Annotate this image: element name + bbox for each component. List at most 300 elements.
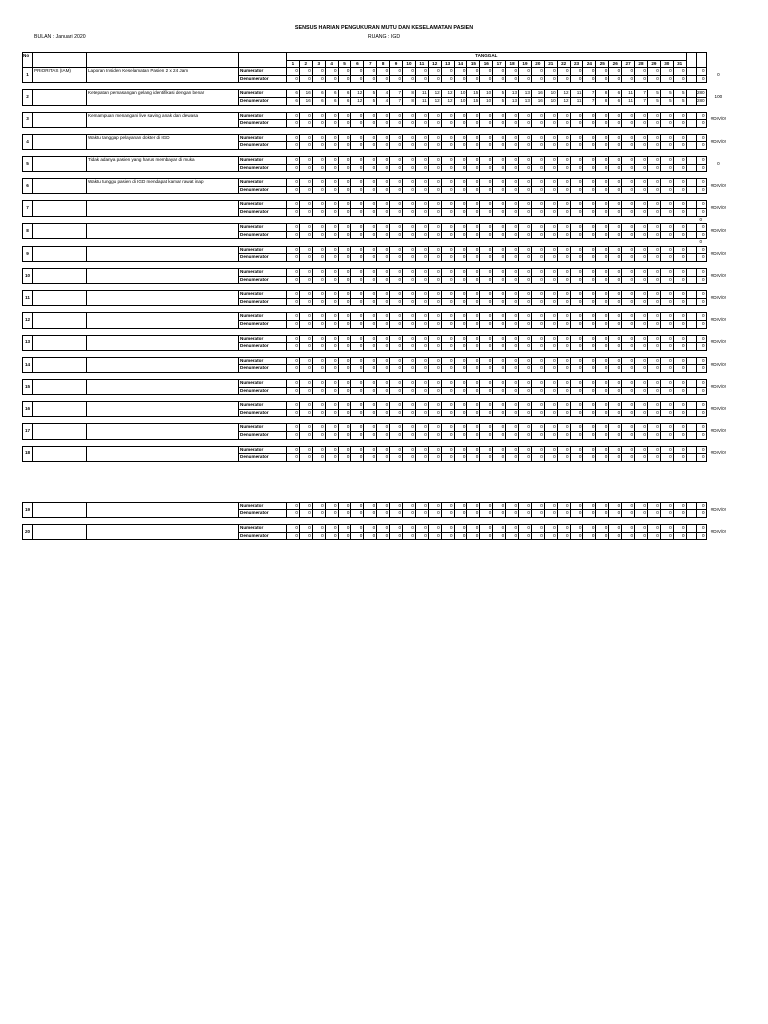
numerator-cell: 0 — [351, 402, 364, 410]
numerator-cell: 0 — [583, 357, 596, 365]
numerator-cell: 0 — [454, 201, 467, 209]
numerator-cell: 12 — [428, 90, 441, 98]
numerator-cell: 0 — [390, 380, 403, 388]
numerator-cell: 0 — [506, 156, 519, 164]
numerator-cell: 0 — [647, 156, 660, 164]
numerator-cell: 0 — [403, 424, 416, 432]
numerator-cell: 0 — [299, 201, 312, 209]
numerator-cell: 0 — [390, 112, 403, 120]
numerator-cell: 0 — [622, 246, 635, 254]
numerator-cell: 0 — [660, 446, 673, 454]
numerator-cell: 7 — [635, 90, 648, 98]
denumerator-cell: 0 — [377, 365, 390, 373]
denumerator-cell: 13 — [519, 97, 532, 105]
numerator-cell: 0 — [441, 291, 454, 299]
denumerator-cell: 0 — [570, 409, 583, 417]
denumerator-cell: 0 — [544, 276, 557, 284]
denumerator-cell: 0 — [544, 365, 557, 373]
denumerator-cell: 0 — [415, 510, 428, 518]
denumerator-cell: 0 — [441, 298, 454, 306]
numerator-cell: 0 — [415, 156, 428, 164]
numerator-cell: 0 — [480, 524, 493, 532]
denumerator-cell: 0 — [635, 387, 648, 395]
numerator-cell: 0 — [428, 179, 441, 187]
numerator-cell: 0 — [467, 112, 480, 120]
numerator-cell: 0 — [364, 224, 377, 232]
numerator-cell: 0 — [544, 402, 557, 410]
denumerator-cell: 0 — [609, 365, 622, 373]
denumerator-cell: 0 — [467, 208, 480, 216]
numerator-cell: 0 — [493, 313, 506, 321]
numerator-cell: 0 — [312, 524, 325, 532]
numerator-cell: 0 — [480, 502, 493, 510]
denumerator-cell: 0 — [390, 75, 403, 83]
denumerator-cell: 0 — [506, 431, 519, 439]
row-category — [33, 134, 87, 149]
numerator-cell: 0 — [557, 313, 570, 321]
numerator-cell: 0 — [403, 446, 416, 454]
denumerator-cell: 0 — [299, 186, 312, 194]
numerator-cell: 0 — [583, 313, 596, 321]
denumerator-cell: 0 — [428, 276, 441, 284]
numerator-cell: 0 — [351, 246, 364, 254]
numerator-cell: 0 — [364, 313, 377, 321]
denumerator-cell: 0 — [660, 532, 673, 540]
numerator-cell: 0 — [660, 335, 673, 343]
denumerator-cell: 0 — [609, 231, 622, 239]
numerator-cell: 0 — [570, 402, 583, 410]
numerator-cell: 0 — [544, 269, 557, 277]
numerator-cell: 0 — [325, 246, 338, 254]
denumerator-cell: 0 — [673, 208, 686, 216]
numerator-cell: 0 — [299, 313, 312, 321]
denumerator-total: 0 — [696, 343, 706, 351]
denumerator-cell: 0 — [493, 454, 506, 462]
numerator-cell: 0 — [596, 291, 609, 299]
numerator-cell: 0 — [480, 156, 493, 164]
numerator-cell: 0 — [377, 357, 390, 365]
numerator-cell: 0 — [531, 246, 544, 254]
numerator-cell: 0 — [351, 156, 364, 164]
numerator-cell: 0 — [454, 446, 467, 454]
numerator-cell: 0 — [506, 201, 519, 209]
denumerator-cell: 0 — [622, 532, 635, 540]
numerator-cell: 0 — [428, 524, 441, 532]
denumerator-label: Denumerator — [239, 510, 287, 518]
numerator-cell: 0 — [519, 335, 532, 343]
numerator-cell: 0 — [351, 201, 364, 209]
numerator-cell: 0 — [390, 201, 403, 209]
numerator-cell: 0 — [635, 112, 648, 120]
row-number: 2 — [23, 90, 33, 105]
numerator-cell: 0 — [325, 112, 338, 120]
numerator-cell: 0 — [441, 246, 454, 254]
denumerator-cell: 0 — [377, 321, 390, 329]
denumerator-cell: 0 — [557, 343, 570, 351]
numerator-cell: 0 — [647, 269, 660, 277]
day-header: 12 — [428, 60, 441, 68]
denumerator-cell: 0 — [403, 120, 416, 128]
denumerator-total: 0 — [696, 276, 706, 284]
numerator-cell: 0 — [519, 68, 532, 76]
row-indicator — [87, 380, 239, 395]
denumerator-cell: 0 — [390, 409, 403, 417]
denumerator-cell: 0 — [622, 409, 635, 417]
numerator-cell: 0 — [325, 313, 338, 321]
numerator-cell: 0 — [377, 224, 390, 232]
denumerator-cell: 0 — [403, 532, 416, 540]
denumerator-cell: 0 — [673, 321, 686, 329]
denumerator-cell: 0 — [287, 454, 300, 462]
numerator-cell: 0 — [570, 524, 583, 532]
denumerator-cell: 0 — [596, 365, 609, 373]
numerator-cell: 0 — [647, 524, 660, 532]
numerator-total: 0 — [696, 502, 706, 510]
numerator-cell: 0 — [403, 402, 416, 410]
numerator-cell: 6 — [338, 90, 351, 98]
denumerator-cell: 0 — [325, 164, 338, 172]
denumerator-cell: 0 — [609, 343, 622, 351]
row-indicator — [87, 291, 239, 306]
denumerator-cell: 0 — [441, 321, 454, 329]
numerator-cell: 0 — [351, 313, 364, 321]
denumerator-cell: 0 — [635, 365, 648, 373]
numerator-cell: 0 — [377, 201, 390, 209]
day-header: 16 — [480, 60, 493, 68]
denumerator-cell: 0 — [647, 387, 660, 395]
numerator-cell: 0 — [609, 335, 622, 343]
numerator-cell: 0 — [480, 134, 493, 142]
numerator-cell: 0 — [635, 446, 648, 454]
denumerator-cell: 0 — [287, 186, 300, 194]
numerator-cell: 0 — [622, 424, 635, 432]
denumerator-cell: 11 — [415, 97, 428, 105]
row-number: 1 — [23, 68, 33, 83]
denumerator-cell: 0 — [351, 164, 364, 172]
denumerator-cell: 0 — [351, 186, 364, 194]
row-number: 20 — [23, 524, 33, 539]
denumerator-cell: 0 — [377, 164, 390, 172]
numerator-cell: 0 — [325, 502, 338, 510]
numerator-cell: 0 — [287, 68, 300, 76]
denumerator-cell: 0 — [454, 387, 467, 395]
denumerator-cell: 0 — [635, 231, 648, 239]
numerator-cell: 0 — [480, 424, 493, 432]
denumerator-cell: 0 — [454, 142, 467, 150]
numerator-cell: 0 — [493, 502, 506, 510]
numerator-cell: 0 — [673, 246, 686, 254]
row-indicator — [87, 269, 239, 284]
numerator-cell: 10 — [544, 90, 557, 98]
denumerator-cell: 0 — [647, 298, 660, 306]
numerator-cell: 0 — [506, 68, 519, 76]
table-row — [23, 134, 731, 142]
numerator-cell: 0 — [377, 291, 390, 299]
row-result: #DIV/0! — [710, 405, 727, 411]
numerator-cell: 0 — [325, 179, 338, 187]
ruang-label: RUANG : IGD — [367, 34, 401, 40]
numerator-cell: 0 — [622, 179, 635, 187]
denumerator-cell: 0 — [287, 208, 300, 216]
numerator-cell: 0 — [647, 201, 660, 209]
numerator-cell: 0 — [609, 134, 622, 142]
numerator-cell: 0 — [377, 502, 390, 510]
denumerator-cell: 0 — [377, 186, 390, 194]
numerator-cell: 5 — [493, 90, 506, 98]
numerator-cell: 0 — [635, 424, 648, 432]
denumerator-cell: 0 — [622, 431, 635, 439]
denumerator-cell: 0 — [557, 454, 570, 462]
denumerator-cell: 10 — [454, 97, 467, 105]
row-result: #DIV/0! — [710, 182, 727, 188]
numerator-cell: 0 — [287, 424, 300, 432]
denumerator-cell: 0 — [557, 142, 570, 150]
denumerator-cell: 0 — [441, 532, 454, 540]
denumerator-cell: 0 — [609, 387, 622, 395]
numerator-cell: 0 — [364, 380, 377, 388]
denumerator-cell: 0 — [415, 164, 428, 172]
numerator-cell: 8 — [403, 90, 416, 98]
sensus-table — [22, 52, 730, 540]
numerator-cell: 0 — [325, 201, 338, 209]
numerator-cell: 0 — [338, 246, 351, 254]
numerator-cell: 0 — [673, 112, 686, 120]
numerator-cell: 0 — [609, 201, 622, 209]
denumerator-cell: 0 — [622, 120, 635, 128]
denumerator-cell: 0 — [519, 431, 532, 439]
numerator-cell: 0 — [299, 112, 312, 120]
denumerator-cell: 0 — [519, 321, 532, 329]
numerator-cell: 0 — [312, 68, 325, 76]
numerator-cell: 0 — [467, 201, 480, 209]
denumerator-cell: 0 — [441, 431, 454, 439]
numerator-cell: 0 — [557, 357, 570, 365]
numerator-cell: 0 — [647, 424, 660, 432]
denumerator-cell: 0 — [647, 164, 660, 172]
numerator-cell: 0 — [390, 269, 403, 277]
numerator-cell: 0 — [480, 446, 493, 454]
numerator-cell: 0 — [570, 424, 583, 432]
denumerator-cell: 0 — [441, 343, 454, 351]
denumerator-cell: 0 — [531, 120, 544, 128]
denumerator-cell: 0 — [415, 387, 428, 395]
denumerator-cell: 7 — [390, 97, 403, 105]
denumerator-cell: 0 — [660, 431, 673, 439]
numerator-cell: 0 — [531, 446, 544, 454]
denumerator-cell: 0 — [299, 231, 312, 239]
denumerator-cell: 0 — [519, 365, 532, 373]
numerator-cell: 0 — [583, 134, 596, 142]
total-blank — [686, 313, 696, 321]
numerator-cell: 0 — [415, 402, 428, 410]
denumerator-cell: 0 — [325, 321, 338, 329]
row-result: #DIV/0! — [710, 227, 727, 233]
denumerator-cell: 0 — [660, 298, 673, 306]
row-category — [33, 90, 87, 105]
total-blank — [686, 510, 696, 518]
numerator-cell: 0 — [441, 502, 454, 510]
numerator-cell: 10 — [454, 90, 467, 98]
denumerator-cell: 0 — [299, 454, 312, 462]
numerator-cell: 0 — [635, 246, 648, 254]
numerator-total: 0 — [696, 357, 706, 365]
denumerator-cell: 0 — [480, 142, 493, 150]
numerator-cell: 0 — [609, 179, 622, 187]
numerator-cell: 0 — [338, 502, 351, 510]
denumerator-label: Denumerator — [239, 186, 287, 194]
denumerator-cell: 0 — [673, 142, 686, 150]
numerator-total: 0 — [696, 269, 706, 277]
numerator-cell: 0 — [377, 446, 390, 454]
numerator-cell: 0 — [519, 179, 532, 187]
denumerator-cell: 0 — [351, 298, 364, 306]
denumerator-cell: 0 — [351, 75, 364, 83]
row-result: #DIV/0! — [710, 205, 727, 211]
numerator-cell: 0 — [544, 335, 557, 343]
denumerator-cell: 0 — [467, 387, 480, 395]
numerator-cell: 0 — [531, 269, 544, 277]
denumerator-cell: 0 — [596, 75, 609, 83]
denumerator-cell: 0 — [506, 409, 519, 417]
numerator-cell: 0 — [287, 446, 300, 454]
denumerator-cell: 0 — [377, 75, 390, 83]
numerator-cell: 0 — [377, 112, 390, 120]
numerator-cell: 0 — [622, 201, 635, 209]
denumerator-cell: 0 — [596, 120, 609, 128]
table-row — [23, 269, 731, 277]
denumerator-cell: 0 — [415, 75, 428, 83]
numerator-cell: 0 — [519, 424, 532, 432]
denumerator-cell: 7 — [635, 97, 648, 105]
table-row — [23, 524, 731, 532]
denumerator-cell: 0 — [493, 276, 506, 284]
numerator-cell: 0 — [454, 402, 467, 410]
numerator-cell: 0 — [570, 134, 583, 142]
denumerator-cell: 0 — [531, 510, 544, 518]
numerator-total: 0 — [696, 134, 706, 142]
day-header: 10 — [403, 60, 416, 68]
numerator-cell: 0 — [377, 335, 390, 343]
denumerator-cell: 0 — [557, 365, 570, 373]
denumerator-cell: 0 — [493, 532, 506, 540]
denumerator-cell: 0 — [325, 208, 338, 216]
day-header: 9 — [390, 60, 403, 68]
numerator-cell: 0 — [506, 112, 519, 120]
denumerator-cell: 0 — [519, 454, 532, 462]
numerator-cell: 0 — [338, 179, 351, 187]
numerator-cell: 0 — [673, 446, 686, 454]
numerator-cell: 0 — [441, 112, 454, 120]
numerator-cell: 0 — [403, 291, 416, 299]
total-blank — [686, 380, 696, 388]
numerator-cell: 0 — [557, 402, 570, 410]
denumerator-cell: 0 — [338, 75, 351, 83]
denumerator-cell: 0 — [454, 510, 467, 518]
denumerator-cell: 0 — [480, 208, 493, 216]
day-header: 24 — [583, 60, 596, 68]
numerator-cell: 0 — [544, 224, 557, 232]
numerator-cell: 0 — [635, 156, 648, 164]
denumerator-cell: 0 — [312, 321, 325, 329]
row-spacer — [23, 328, 731, 335]
numerator-cell: 0 — [415, 179, 428, 187]
denumerator-cell: 0 — [506, 75, 519, 83]
denumerator-cell: 0 — [673, 454, 686, 462]
denumerator-cell: 0 — [415, 365, 428, 373]
numerator-cell: 0 — [403, 357, 416, 365]
denumerator-cell: 0 — [583, 387, 596, 395]
numerator-cell: 0 — [570, 335, 583, 343]
denumerator-cell: 0 — [609, 276, 622, 284]
denumerator-cell: 0 — [583, 365, 596, 373]
numerator-cell: 0 — [544, 380, 557, 388]
denumerator-total: 0 — [696, 454, 706, 462]
denumerator-cell: 0 — [287, 532, 300, 540]
denumerator-cell: 0 — [647, 454, 660, 462]
denumerator-cell: 0 — [583, 321, 596, 329]
denumerator-cell: 0 — [506, 142, 519, 150]
denumerator-cell: 0 — [570, 254, 583, 262]
numerator-cell: 0 — [660, 156, 673, 164]
numerator-cell: 0 — [506, 179, 519, 187]
numerator-cell: 0 — [519, 446, 532, 454]
numerator-cell: 0 — [338, 380, 351, 388]
denumerator-cell: 0 — [287, 431, 300, 439]
total-blank — [686, 321, 696, 329]
row-result: 0 — [717, 71, 720, 77]
denumerator-cell: 0 — [312, 454, 325, 462]
numerator-cell: 0 — [441, 224, 454, 232]
numerator-cell: 0 — [454, 291, 467, 299]
row-number: 8 — [23, 224, 33, 239]
denumerator-cell: 0 — [609, 164, 622, 172]
numerator-cell: 0 — [390, 402, 403, 410]
numerator-cell: 0 — [441, 134, 454, 142]
denumerator-cell: 0 — [635, 208, 648, 216]
denumerator-cell: 5 — [364, 97, 377, 105]
denumerator-cell: 0 — [519, 120, 532, 128]
numerator-cell: 0 — [609, 291, 622, 299]
denumerator-cell: 0 — [506, 164, 519, 172]
denumerator-cell: 0 — [454, 431, 467, 439]
numerator-cell: 0 — [364, 68, 377, 76]
numerator-cell: 0 — [583, 424, 596, 432]
numerator-cell: 0 — [441, 380, 454, 388]
numerator-cell: 0 — [506, 134, 519, 142]
numerator-cell: 0 — [544, 201, 557, 209]
denumerator-cell: 0 — [299, 298, 312, 306]
denumerator-cell: 0 — [660, 321, 673, 329]
numerator-cell: 0 — [544, 156, 557, 164]
row-number: 6 — [23, 179, 33, 194]
numerator-cell: 0 — [299, 179, 312, 187]
numerator-cell: 0 — [467, 335, 480, 343]
total-blank — [686, 335, 696, 343]
denumerator-cell: 0 — [647, 254, 660, 262]
numerator-cell: 11 — [415, 90, 428, 98]
row-number: 17 — [23, 424, 33, 439]
numerator-cell: 0 — [364, 269, 377, 277]
denumerator-cell: 0 — [287, 75, 300, 83]
numerator-cell: 0 — [622, 380, 635, 388]
numerator-cell: 0 — [390, 313, 403, 321]
numerator-label: Numerator — [239, 524, 287, 532]
table-row — [23, 90, 731, 98]
numerator-cell: 0 — [519, 112, 532, 120]
numerator-label: Numerator — [239, 112, 287, 120]
day-header: 31 — [673, 60, 686, 68]
numerator-cell: 0 — [287, 179, 300, 187]
